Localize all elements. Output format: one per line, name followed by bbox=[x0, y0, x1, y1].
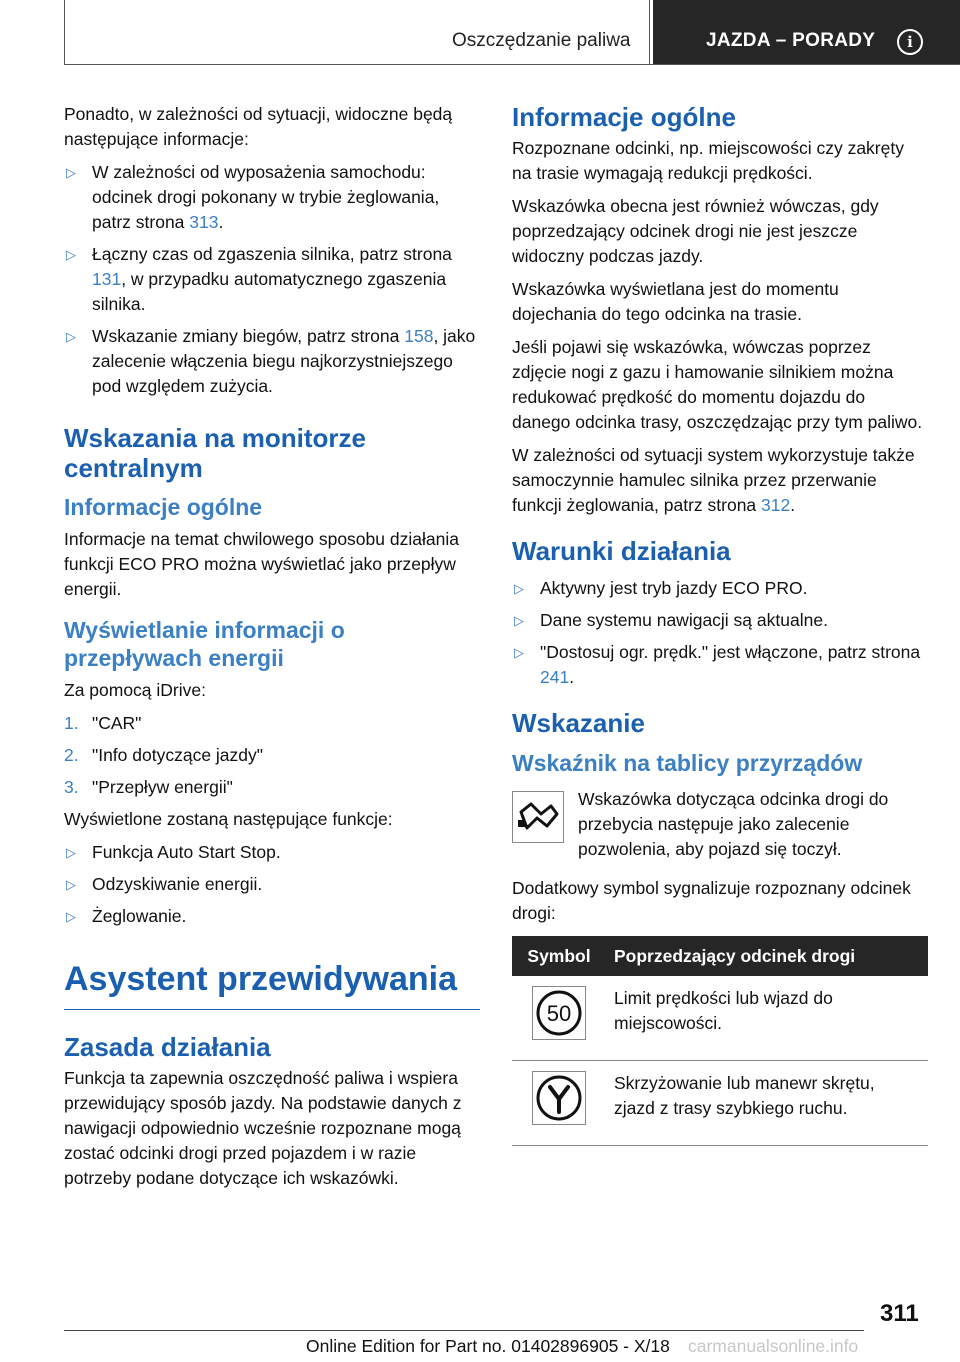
idrive-paragraph: Za pomocą iDrive: bbox=[64, 680, 206, 700]
header-divider-left bbox=[64, 0, 65, 65]
triangle-bullet-icon: ▷ bbox=[66, 247, 76, 262]
functions-list bbox=[64, 840, 480, 929]
intro-paragraph: Ponadto, w zależności od sytuacji, widoczne będą następujące informacje: bbox=[64, 104, 453, 149]
indicator-text: Wskazówka dotycząca odcinka drogi do przebycia następuje jako zalecenie pozwolenia, aby pojazd się toczył. bbox=[578, 789, 889, 859]
list-item: ▷ Dane systemu nawigacji są aktualne. bbox=[512, 608, 928, 633]
steps-list bbox=[64, 711, 480, 800]
triangle-bullet-icon: ▷ bbox=[66, 877, 76, 892]
speed-limit-50-icon bbox=[532, 986, 586, 1040]
left-column bbox=[64, 102, 480, 1199]
heading-indicator: Wskaźnik na tablicy przyrządów bbox=[512, 750, 863, 776]
heading-energy-flow: Wyświetlanie informacji o przepływach energii bbox=[64, 617, 345, 671]
edition-text: Online Edition for Part no. 01402896905 - X/18 bbox=[306, 1336, 670, 1356]
list-item: ▷ "Dostosuj ogr. prędk." jest włączone, patrz strona 241. bbox=[514, 642, 921, 687]
triangle-bullet-icon: ▷ bbox=[514, 613, 524, 628]
triangle-bullet-icon: ▷ bbox=[514, 645, 524, 660]
column-header-section: Poprzedzający odcinek drogi bbox=[606, 936, 928, 976]
list-item: ▷ Odzyskiwanie energii. bbox=[64, 872, 480, 897]
indicator-row bbox=[512, 787, 928, 862]
principle-paragraph: Funkcja ta zapewnia oszczędność paliwa i wspiera przewidujący sposób jazdy. Na podstawie danych z nawigacji odpowiednio wcześnie rozpoznane mogą zostać odcinki drogi przed pojazdem i w razie potrzeby podane dotyczące ich wskazówki. bbox=[64, 1068, 462, 1188]
symbol-paragraph: Dodatkowy symbol sygnalizuje rozpoznany odcinek drogi: bbox=[512, 878, 911, 923]
junction-icon bbox=[532, 1071, 586, 1125]
page-link[interactable]: 131 bbox=[92, 269, 122, 289]
paragraph: Wskazówka obecna jest również wówczas, gdy poprzedzający odcinek drogi nie jest jeszcze widoczny podczas jazdy. bbox=[512, 196, 879, 266]
coasting-foot-icon bbox=[512, 791, 564, 843]
list-item: 2. "Info dotyczące jazdy" bbox=[64, 745, 263, 765]
list-item: ▷ Łączny czas od zgaszenia silnika, patrz strona 131, w przypadku automatycznego zgaszenia silnika. bbox=[66, 244, 452, 314]
list-item: 1. "CAR" bbox=[64, 713, 142, 733]
info-icon: i bbox=[897, 29, 923, 55]
functions-paragraph: Wyświetlone zostaną następujące funkcje: bbox=[64, 809, 393, 829]
table-cell: Skrzyżowanie lub manewr skrętu, zjazd z trasy szybkiego ruchu. bbox=[606, 1061, 928, 1146]
triangle-bullet-icon: ▷ bbox=[514, 581, 524, 596]
page-link[interactable]: 241 bbox=[540, 667, 570, 687]
page-link[interactable]: 158 bbox=[404, 326, 434, 346]
heading-display: Wskazanie bbox=[512, 708, 645, 738]
paragraph: Wskazówka wyświetlana jest do momentu dojechania do tego odcinka na trasie. bbox=[512, 279, 839, 324]
table-cell: Limit prędkości lub wjazd do miejscowości. bbox=[606, 976, 928, 1061]
list-item: ▷ Aktywny jest tryb jazdy ECO PRO. bbox=[512, 576, 928, 601]
column-header-symbol: Symbol bbox=[512, 936, 606, 976]
heading-conditions: Warunki działania bbox=[512, 536, 731, 566]
heading-general-info-right: Informacje ogólne bbox=[512, 102, 736, 132]
heading-principle: Zasada działania bbox=[64, 1032, 271, 1062]
symbol-table bbox=[512, 936, 928, 1146]
info-bullet-list bbox=[64, 160, 480, 399]
section-label: JAZDA – PORADY bbox=[706, 30, 876, 51]
list-item: ▷ Funkcja Auto Start Stop. bbox=[64, 840, 480, 865]
svg-text:50: 50 bbox=[546, 1001, 572, 1026]
right-column bbox=[512, 102, 928, 1146]
conditions-list bbox=[512, 576, 928, 690]
list-item: 3. "Przepływ energii" bbox=[64, 777, 233, 797]
page-link[interactable]: 312 bbox=[761, 495, 791, 515]
list-item: ▷ Żeglowanie. bbox=[64, 904, 480, 929]
page-number: 311 bbox=[880, 1300, 919, 1327]
table-row bbox=[512, 1061, 928, 1146]
header-divider-mid bbox=[649, 0, 650, 65]
list-item: ▷ Wskazanie zmiany biegów, patrz strona 158, jako zalecenie włączenia biegu najkorzystniejszego pod względem zużycia. bbox=[66, 326, 476, 396]
heading-assistant: Asystent przewidywania bbox=[64, 959, 480, 1010]
paragraph: Rozpoznane odcinki, np. miejscowości czy zakręty na trasie wymagają redukcji prędkości. bbox=[512, 138, 904, 183]
chapter-title: Oszczędzanie paliwa bbox=[452, 30, 631, 51]
engine-brake-paragraph: W zależności od sytuacji system wykorzystuje także samoczynnie hamulec silnika przez przerwanie funkcji żeglowania, patrz strona 312. bbox=[512, 445, 915, 515]
heading-monitor: Wskazania na monitorze centralnym bbox=[64, 423, 366, 483]
list-item: ▷ W zależności od wyposażenia samochodu: odcinek drogi pokonany w trybie żeglowania, patrz strona 313. bbox=[66, 162, 440, 232]
triangle-bullet-icon: ▷ bbox=[66, 845, 76, 860]
table-row bbox=[512, 976, 928, 1061]
triangle-bullet-icon: ▷ bbox=[66, 329, 76, 344]
footer-rule bbox=[64, 1330, 864, 1331]
triangle-bullet-icon: ▷ bbox=[66, 909, 76, 924]
watermark: carmanualsonline.info bbox=[688, 1336, 859, 1356]
general-info-paragraph: Informacje na temat chwilowego sposobu działania funkcji ECO PRO można wyświetlać jako przepływ energii. bbox=[64, 529, 459, 599]
header-rule bbox=[64, 64, 960, 65]
triangle-bullet-icon: ▷ bbox=[66, 165, 76, 180]
paragraph: Jeśli pojawi się wskazówka, wówczas poprzez zdjęcie nogi z gazu i hamowanie silnikiem można redukować prędkość do momentu dojazdu do danego odcinka trasy, oszczędzając przy tym paliwo. bbox=[512, 337, 923, 432]
table-header-row bbox=[512, 936, 928, 976]
heading-general-info: Informacje ogólne bbox=[64, 494, 263, 520]
page-link[interactable]: 313 bbox=[189, 212, 219, 232]
